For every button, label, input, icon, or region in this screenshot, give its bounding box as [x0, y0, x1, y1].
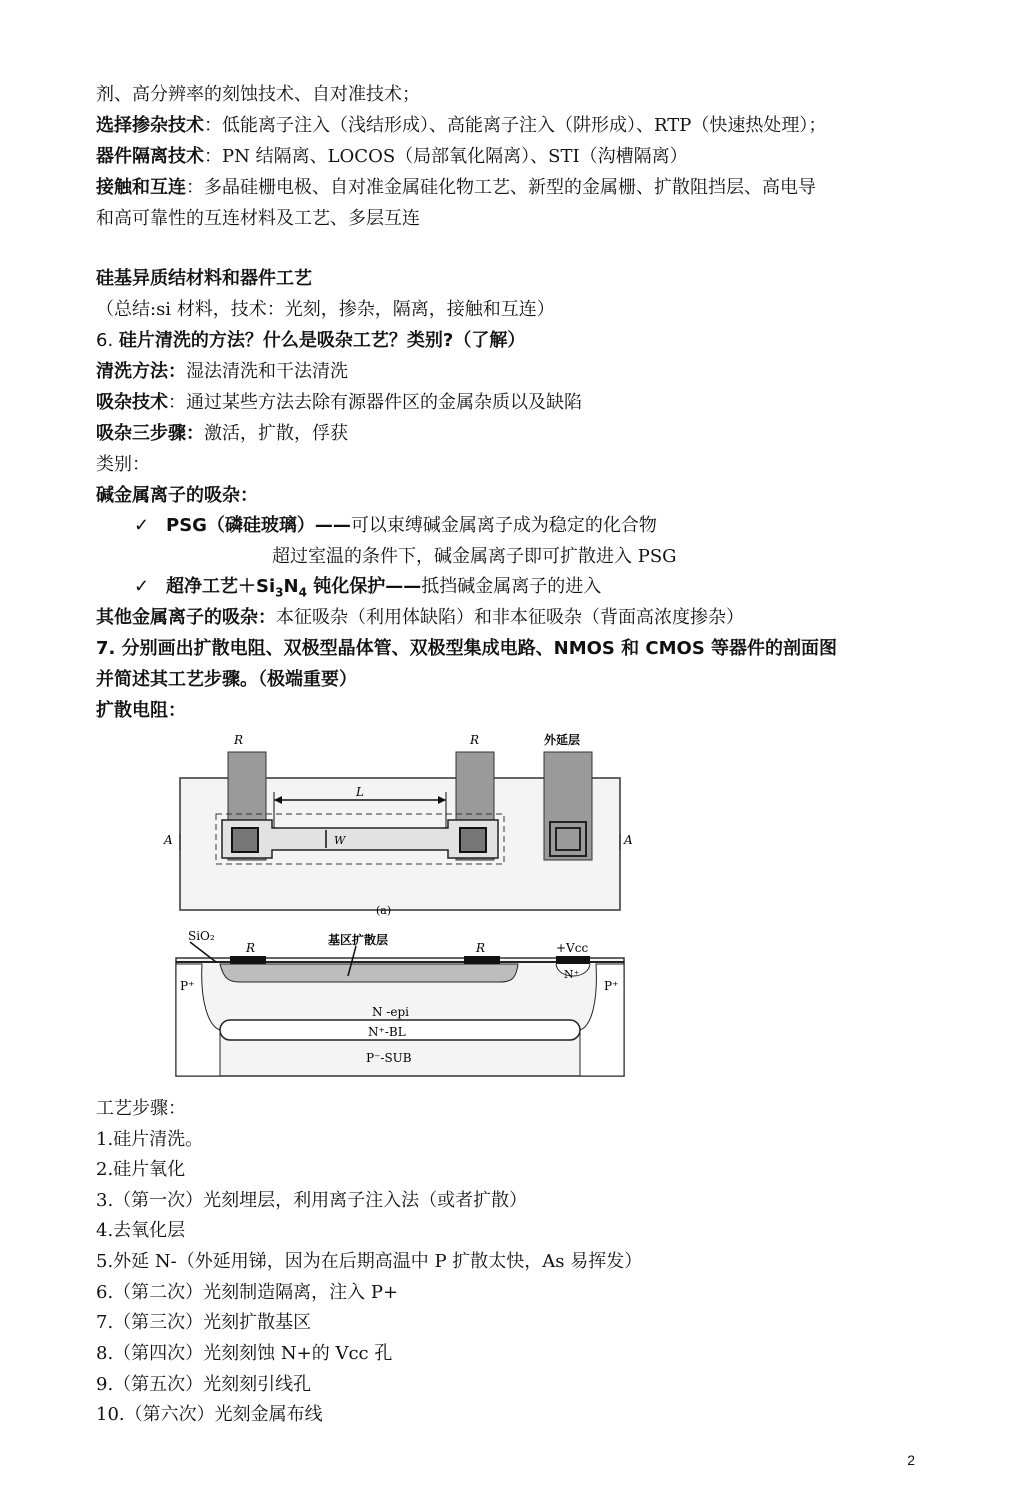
resistor-label-left: R — [234, 733, 244, 747]
bold-term: 器件隔离技术 — [96, 146, 204, 167]
text-line — [272, 544, 1027, 570]
bold-term: 超净工艺＋Si — [166, 576, 276, 597]
resistor-label-right: R — [470, 733, 480, 747]
text-span: ：PN 结隔离、LOCOS（局部氧化隔离）、STI（沟槽隔离） — [204, 146, 688, 167]
step-item — [96, 1341, 926, 1367]
subscript: 4 — [298, 585, 307, 600]
text-line — [96, 605, 926, 631]
step-item — [96, 1372, 926, 1398]
bold-term: 钝化保护—— — [306, 576, 422, 597]
text-span: 1.硅片清洗。 — [96, 1129, 204, 1150]
text-span: （总结:si 材料，技术：光刻，掺杂，隔离，接触和互连） — [96, 299, 555, 320]
vcc-label: +Vcc — [556, 941, 589, 955]
figure-caption: (a) — [376, 904, 392, 917]
text-span: 4.去氧化层 — [96, 1220, 186, 1241]
page-number: 2 — [907, 1452, 915, 1468]
step-item — [96, 1310, 926, 1336]
section-heading: 硅基异质结材料和器件工艺 — [96, 268, 312, 289]
bold-term: 清洗方法： — [96, 361, 186, 382]
bold-term: 选择掺杂技术 — [96, 115, 204, 136]
question-heading-cont: 并简述其工艺步骤。（极端重要） — [96, 669, 357, 690]
resistor-label-left: R — [246, 941, 256, 955]
diffusion-resistor-figure — [160, 730, 640, 1090]
text-line — [96, 82, 926, 108]
text-line — [96, 452, 926, 478]
text-span: 3.（第一次）光刻埋层，利用离子注入法（或者扩散） — [96, 1190, 528, 1211]
base-diffusion-region — [220, 964, 518, 982]
bold-heading: 碱金属离子的吸杂： — [96, 485, 258, 506]
text-line — [96, 175, 926, 201]
checkmark-icon: ✓ — [134, 515, 150, 536]
resistor-label-right: R — [476, 941, 486, 955]
step-item — [96, 1188, 926, 1214]
step-item — [96, 1402, 926, 1428]
text-line — [96, 1096, 926, 1122]
bold-term: 其他金属离子的吸杂： — [96, 607, 276, 628]
bold-heading: 扩散电阻： — [96, 700, 186, 721]
question-number: 6. — [96, 330, 114, 351]
text-line — [96, 359, 926, 385]
text-span: ：低能离子注入（浅结形成）、高能离子注入（阱形成）、RTP（快速热处理）； — [204, 115, 827, 136]
epi-contact — [544, 752, 592, 860]
text-line — [96, 113, 926, 139]
bold-term: 吸杂技术 — [96, 392, 168, 413]
text-line — [96, 390, 926, 416]
subscript: 3 — [275, 585, 284, 600]
pplus-label-right: P⁺ — [604, 979, 619, 993]
step-item — [96, 1218, 926, 1244]
text-line — [166, 513, 996, 539]
bold-term: 接触和互连 — [96, 177, 186, 198]
sio2-label: SiO₂ — [188, 929, 215, 943]
text-span: 10.（第六次）光刻金属布线 — [96, 1404, 323, 1425]
section-label-left: A — [164, 833, 173, 847]
text-span: 6.（第二次）光刻制造隔离，注入 P+ — [96, 1282, 399, 1303]
width-label: W — [334, 834, 346, 847]
text-span: 8.（第四次）光刻刻蚀 N+的 Vcc 孔 — [96, 1343, 393, 1364]
metal-contact-left — [230, 956, 266, 964]
epi-layer-label: 外延层 — [544, 733, 581, 747]
text-span: 超过室温的条件下，碱金属离子即可扩散进入 PSG — [272, 546, 677, 567]
contact-window-left — [232, 828, 258, 852]
text-span: 剂、高分辨率的刻蚀技术、自对准技术； — [96, 84, 420, 105]
text-span: ：多晶硅栅电极、自对准金属硅化物工艺、新型的金属栅、扩散阻挡层、高电导 — [186, 177, 816, 198]
text-span: 和高可靠性的互连材料及工艺、多层互连 — [96, 208, 420, 229]
nplus-label: N⁺ — [564, 968, 580, 981]
nepi-label: N -epi — [372, 1005, 409, 1019]
text-span: 工艺步骤： — [96, 1098, 186, 1119]
bold-term: PSG（磷硅玻璃）—— — [166, 515, 351, 536]
checkmark-icon: ✓ — [134, 576, 150, 597]
question-heading — [96, 328, 926, 354]
text-span: 本征吸杂（利用体缺陷）和非本征吸杂（背面高浓度掺杂） — [276, 607, 744, 628]
bold-term: 吸杂三步骤： — [96, 423, 204, 444]
contact-window-right — [460, 828, 486, 852]
section-label-right: A — [624, 833, 633, 847]
text-span: 可以束缚碱金属离子成为稳定的化合物 — [350, 515, 657, 536]
text-span: 5.外延 N-（外延用锑，因为在后期高温中 P 扩散太快，As 易挥发） — [96, 1251, 643, 1272]
step-item — [96, 1157, 926, 1183]
question-heading: 7. 分别画出扩散电阻、双极型晶体管、双极型集成电路、NMOS 和 CMOS 等器件的剖面图 — [96, 638, 838, 659]
metal-contact-vcc — [556, 956, 590, 964]
step-item — [96, 1280, 926, 1306]
step-item — [96, 1127, 926, 1153]
text-line — [96, 421, 926, 447]
step-item — [96, 1249, 926, 1275]
bold-term: 硅片清洗的方法？什么是吸杂工艺？类别?（了解） — [118, 330, 526, 351]
text-span: 2.硅片氧化 — [96, 1159, 186, 1180]
text-span: 激活，扩散，俘获 — [204, 423, 348, 444]
text-span: 抵挡碱金属离子的进入 — [421, 576, 602, 597]
metal-contact-right — [464, 956, 500, 964]
length-label: L — [356, 785, 364, 799]
substrate-label: P⁻-SUB — [366, 1051, 412, 1065]
text-line — [166, 574, 996, 606]
text-line — [96, 206, 926, 232]
text-span: 湿法清洗和干法清洗 — [186, 361, 348, 382]
pplus-label-left: P⁺ — [180, 979, 195, 993]
text-line — [96, 144, 926, 170]
text-line — [96, 297, 926, 323]
text-span: ：通过某些方法去除有源器件区的金属杂质以及缺陷 — [168, 392, 582, 413]
base-diffusion-label: 基区扩散层 — [328, 933, 389, 947]
buried-layer-label: N⁺-BL — [368, 1025, 406, 1039]
text-span: 类别： — [96, 454, 150, 475]
text-span: 7.（第三次）光刻扩散基区 — [96, 1312, 312, 1333]
bold-term: N — [283, 576, 299, 597]
text-span: 9.（第五次）光刻刻引线孔 — [96, 1374, 312, 1395]
